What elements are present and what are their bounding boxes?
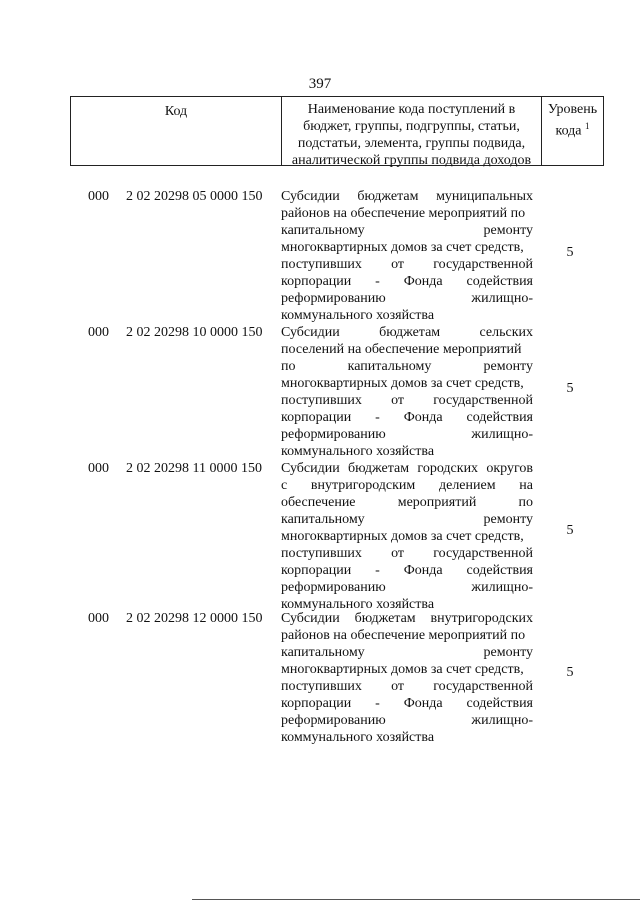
- row-description-line: многоквартирных домов за счет средств,: [281, 376, 524, 391]
- row-description-line: поступивших от государственной: [281, 546, 533, 561]
- row-level: 5: [566, 245, 574, 260]
- row-description-line: районов на обеспечение мероприятий по: [281, 628, 526, 643]
- row-description-line: Субсидии бюджетам городских округов: [281, 461, 533, 476]
- header-level-text: кода: [555, 123, 582, 139]
- row-description-line: поселений на обеспечение мероприятий: [281, 342, 522, 357]
- row-description-line: корпорации - Фонда содействия: [281, 696, 533, 711]
- row-description-line: капитальному ремонту: [281, 512, 533, 527]
- header-name-line: аналитической группы подвида доходов: [291, 153, 532, 168]
- row-description-line: многоквартирных домов за счет средств,: [281, 240, 524, 255]
- row-description-line: многоквартирных домов за счет средств,: [281, 529, 524, 544]
- row-code: 2 02 20298 05 0000 150: [126, 189, 263, 204]
- row-description-line: реформированию жилищно-: [281, 291, 533, 306]
- row-prefix: 000: [88, 189, 109, 204]
- row-description-line: Субсидии бюджетам внутригородских: [281, 611, 533, 626]
- row-description: [281, 610, 533, 746]
- page-number: 397: [308, 76, 332, 92]
- row-description-line: коммунального хозяйства: [281, 730, 435, 745]
- row-prefix: 000: [88, 461, 109, 476]
- header-name-line: бюджет, группы, подгруппы, статьи,: [303, 119, 520, 134]
- row-description-line: капитальному ремонту: [281, 223, 533, 238]
- row-prefix: 000: [88, 325, 109, 340]
- row-description-line: реформированию жилищно-: [281, 713, 533, 728]
- row-description-line: коммунального хозяйства: [281, 597, 435, 612]
- row-description-line: корпорации - Фонда содействия: [281, 410, 533, 425]
- row-code: 2 02 20298 10 0000 150: [126, 325, 263, 340]
- row-description-line: Субсидии бюджетам сельских: [281, 325, 533, 340]
- row-prefix: 000: [88, 611, 109, 626]
- row-code: 2 02 20298 12 0000 150: [126, 611, 263, 626]
- row-description-line: коммунального хозяйства: [281, 444, 435, 459]
- row-description-line: по капитальному ремонту: [281, 359, 533, 374]
- row-description-line: реформированию жилищно-: [281, 427, 533, 442]
- row-level: 5: [566, 381, 574, 396]
- row-level: 5: [566, 665, 574, 680]
- header-name: [282, 97, 542, 168]
- header-name-line: Наименование кода поступлений в: [307, 102, 516, 117]
- row-description: [281, 460, 533, 613]
- row-description: [281, 188, 533, 324]
- row-description-line: корпорации - Фонда содействия: [281, 274, 533, 289]
- header-code: Код: [71, 97, 282, 165]
- row-description-line: многоквартирных домов за счет средств,: [281, 662, 524, 677]
- header-level-line2: [542, 118, 603, 140]
- row-description-line: районов на обеспечение мероприятий по: [281, 206, 526, 221]
- header-name-line: подстатьи, элемента, группы подвида,: [297, 136, 526, 151]
- row-description-line: коммунального хозяйства: [281, 308, 435, 323]
- row-description: [281, 324, 533, 460]
- page-edge-divider: [192, 899, 640, 900]
- row-description-line: поступивших от государственной: [281, 393, 533, 408]
- row-description-line: капитальному ремонту: [281, 645, 533, 660]
- row-description-line: поступивших от государственной: [281, 679, 533, 694]
- row-description-line: обеспечение мероприятий по: [281, 495, 533, 510]
- row-description-line: корпорации - Фонда содействия: [281, 563, 533, 578]
- header-level-footnote: 1: [585, 121, 590, 131]
- header-level: [542, 97, 603, 165]
- row-description-line: реформированию жилищно-: [281, 580, 533, 595]
- row-description-line: Субсидии бюджетам муниципальных: [281, 189, 533, 204]
- row-code: 2 02 20298 11 0000 150: [126, 461, 262, 476]
- table-header: [70, 96, 604, 166]
- row-level: 5: [566, 523, 574, 538]
- row-description-line: с внутригородским делением на: [281, 478, 533, 493]
- row-description-line: поступивших от государственной: [281, 257, 533, 272]
- header-level-line1: Уровень: [547, 102, 598, 117]
